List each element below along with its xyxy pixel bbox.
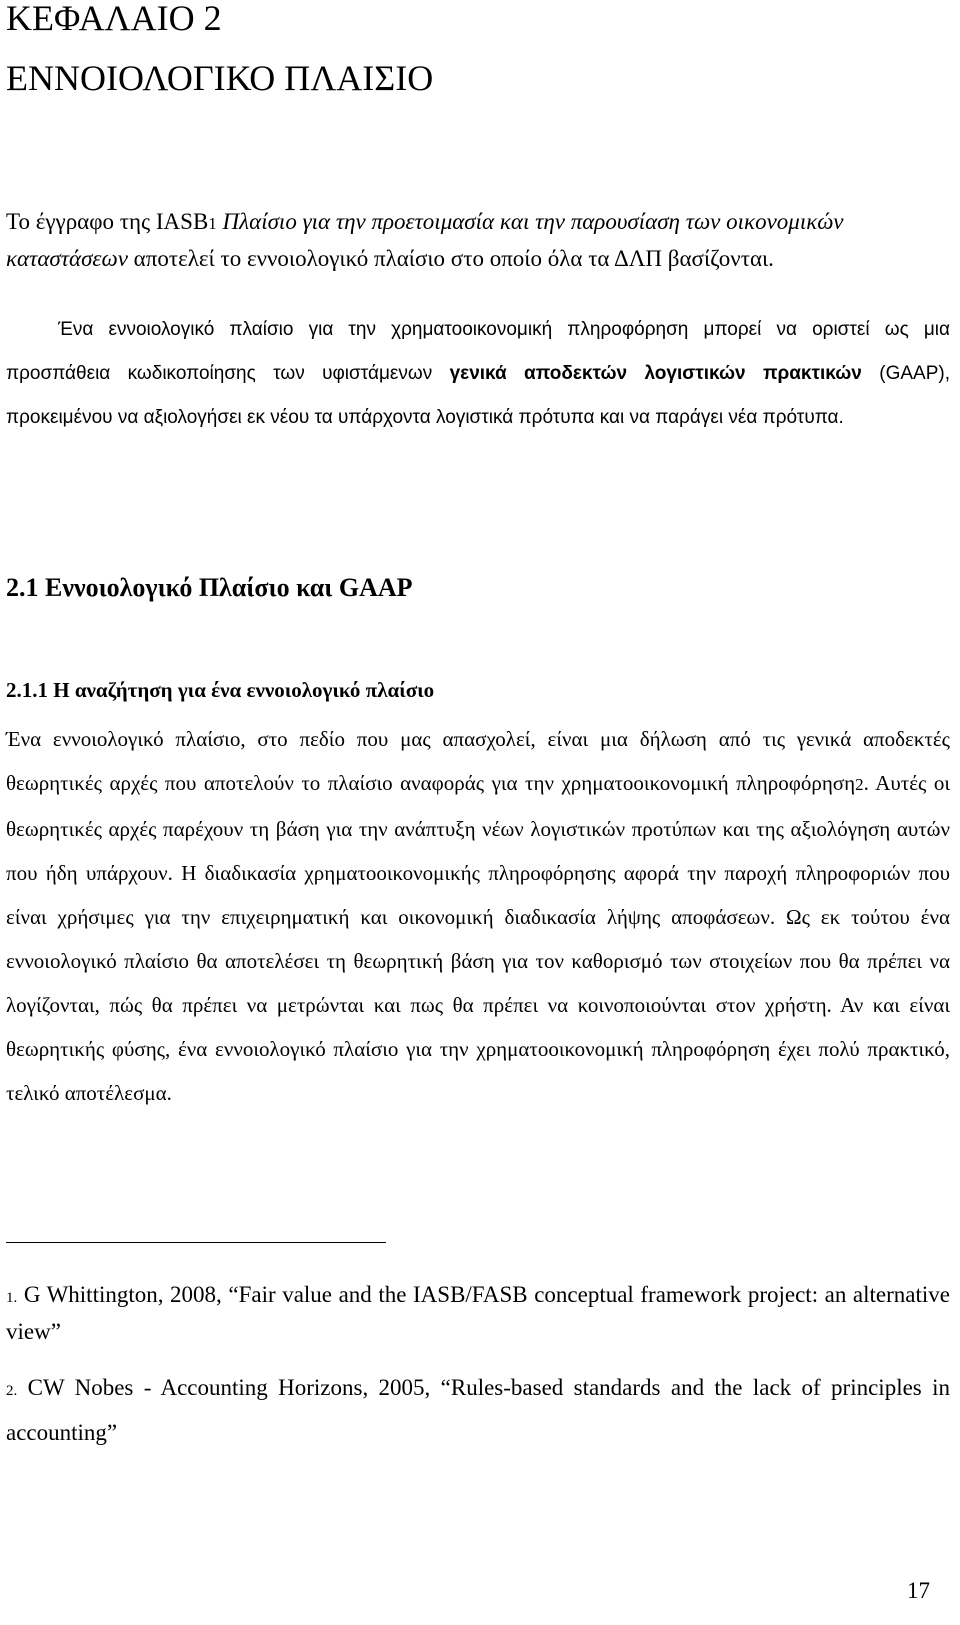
page-number: 17	[907, 1578, 930, 1603]
gaap-part2: (GAAP), προκειμένου να αξιολογήσει εκ νέου τα υπάρχοντα λογιστικά πρότυπα και να παράγει νέα πρότυπα.	[6, 363, 950, 428]
gaap-paragraph-body	[6, 308, 950, 440]
footnote-number: 2.	[6, 1383, 18, 1399]
gaap-bold-term: γενικά αποδεκτών λογιστικών πρακτικών	[449, 363, 862, 384]
chapter-number: ΚΕΦΑΛΑΙΟ 2	[6, 0, 222, 38]
gaap-part1: Ένα εννοιολογικό πλαίσιο για την χρηματοοικονομική πληροφόρηση μπορεί να οριστεί ως μια προσπάθεια κωδικοποίησης των υφιστάμενων	[6, 319, 950, 384]
intro-post: αποτελεί το εννοιολογικό πλαίσιο στο οποίο όλα τα ΔΛΠ βασίζονται.	[127, 246, 774, 271]
footnote-divider	[6, 1242, 386, 1243]
body-part1: Ένα εννοιολογικό πλαίσιο, στο πεδίο που μας απασχολεί, είναι μια δήλωση από τις γενικά αποδεκτές θεωρητικές αρχές που αποτελούν το πλαίσιο αναφοράς για την χρηματοοικονομική πληροφόρηση	[6, 727, 950, 795]
footnote-ref-2: 2	[855, 775, 864, 794]
body-part2: . Αυτές οι θεωρητικές αρχές παρέχουν τη βάση για την ανάπτυξη νέων λογιστικών προτύπων και της αξιολόγηση αυτών που ήδη υπάρχουν. Η διαδικασία χρηματοοικονομικής πληροφόρησης αφορά την παροχή πληροφοριών που είναι χρήσιμες για την επιχειρηματική και οικονομική διαδικασία λήψης αποφάσεων. Ως εκ τούτου ένα εννοιολογικό πλαίσιο θα αποτελέσει τη θεωρητική βάση για τον καθορισμό των στοιχείων που θα πρέπει να λογίζονται, πώς θα πρέπει να μετρώνται και πως θα πρέπει να κοινοποιούνται στον χρήστη. Αν και είναι θεωρητικής φύσης, ένα εννοιολογικό πλαίσιο για την χρηματοοικονομική πληροφόρηση έχει πολύ πρακτικό, τελικό αποτέλεσμα.	[6, 771, 950, 1105]
footnote-number: 1.	[6, 1290, 18, 1306]
footnote-text: G Whittington, 2008, “Fair value and the IASB/FASB conceptual framework project: an alternative view”	[6, 1282, 950, 1344]
chapter-title: ΕΝΝΟΙΟΛΟΓΙΚΟ ΠΛΑΙΣΙΟ	[6, 58, 434, 98]
intro-pre: Το έγγραφο της IASB	[6, 209, 209, 234]
body-paragraph	[6, 717, 950, 1115]
intro-title-italic: Πλαίσιο για την προετοιμασία και την παρουσίαση των οικονομικών καταστάσεων	[6, 209, 844, 271]
footnote-2	[6, 1367, 950, 1454]
intro-paragraph	[6, 204, 950, 276]
footnote-1	[6, 1278, 950, 1348]
subsection-title: 2.1.1 Η αναζήτηση για ένα εννοιολογικό πλαίσιο	[6, 678, 435, 702]
footnote-text: CW Nobes - Accounting Horizons, 2005, “Rules-based standards and the lack of principles in accounting”	[6, 1375, 950, 1445]
footnote-ref-1: 1	[208, 214, 217, 233]
gaap-definition-paragraph	[6, 308, 950, 440]
section-title: 2.1 Εννοιολογικό Πλαίσιο και GAAP	[6, 573, 413, 602]
